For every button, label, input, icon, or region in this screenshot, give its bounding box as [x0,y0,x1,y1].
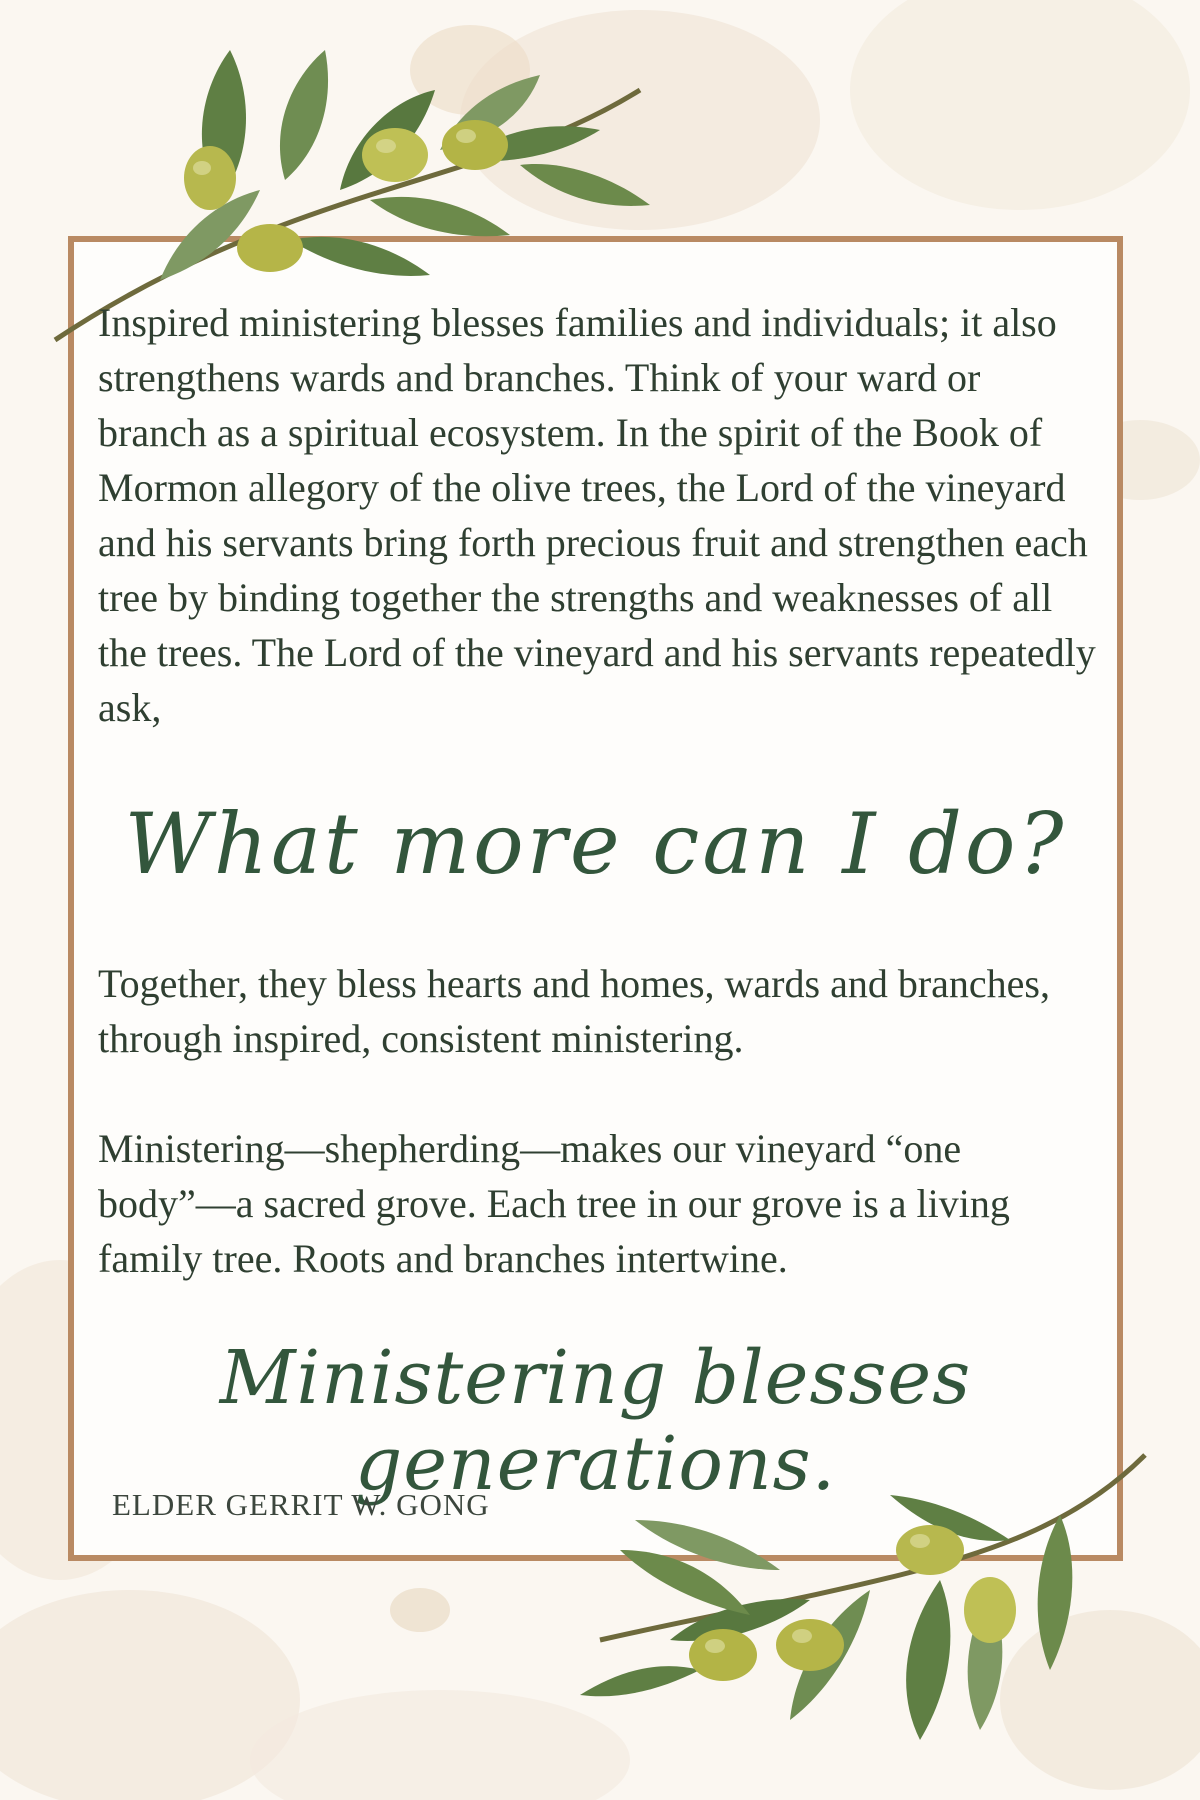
paragraph-ecosystem: Inspired ministering blesses families and individuals; it also strengthens wards and branches. Think of your ward or branch as a spiritual ecosystem. In the spirit of the Book of Mormon allegory of the olive trees, the Lord of the vineyard and his servants bring forth precious fruit and strengthen each tree by binding together the strengths and weaknesses of all the trees. The Lord of the vineyard and his servants repeatedly ask, [98,300,1096,730]
paragraph-together: Together, they bless hearts and homes, wards and branches, through inspired, consistent ministering. [98,961,1050,1061]
closing-script: Ministering blesses generations. [219,1335,972,1507]
attribution: ELDER GERRIT W. GONG [112,1487,490,1522]
script-quote: What more can I do? [124,795,1067,893]
paragraph-ministering: Ministering—shepherding—makes our vineyard “one body”—a sacred grove. Each tree in our grove is a living family tree. Roots and branches intertwine. [98,1126,1010,1281]
